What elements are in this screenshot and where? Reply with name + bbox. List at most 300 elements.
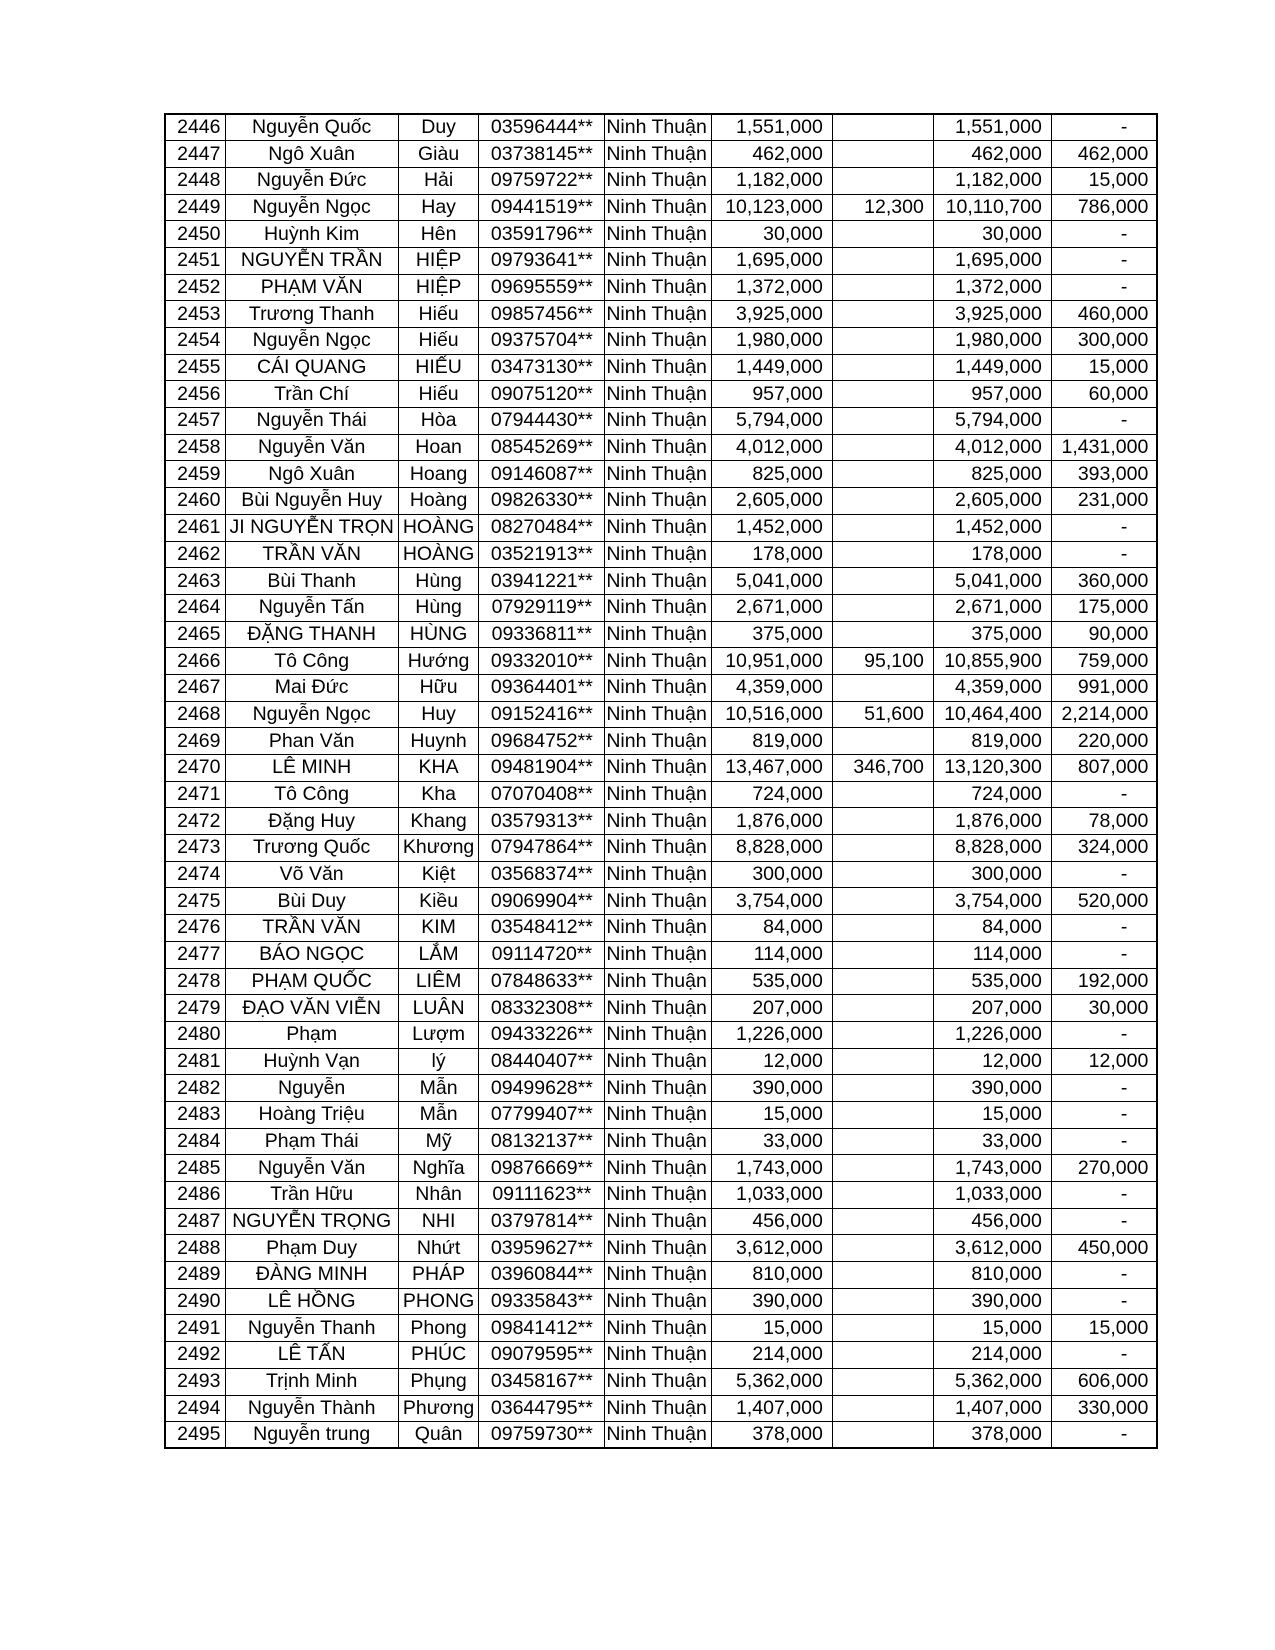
province-cell: Ninh Thuận	[605, 1048, 711, 1075]
amount-cell: 1,226,000	[711, 1021, 832, 1048]
deduction-cell	[832, 114, 933, 141]
row-number-cell: 2449	[165, 194, 225, 221]
amount-cell: 1,551,000	[711, 114, 832, 141]
surname-cell: Nguyễn Quốc	[225, 114, 398, 141]
surname-cell: Huỳnh Vạn	[225, 1048, 398, 1075]
paid-amount-cell: -	[1051, 514, 1157, 541]
phone-cell: 09152416**	[479, 701, 605, 728]
paid-amount-cell: -	[1051, 781, 1157, 808]
given-name-cell: HIẾU	[398, 354, 479, 381]
phone-cell: 03473130**	[479, 354, 605, 381]
amount-cell: 10,951,000	[711, 648, 832, 675]
phone-cell: 09481904**	[479, 755, 605, 782]
deduction-cell	[832, 514, 933, 541]
province-cell: Ninh Thuận	[605, 568, 711, 595]
surname-cell: NGUYỄN TRỌNG	[225, 1208, 398, 1235]
given-name-cell: Hiếu	[398, 328, 479, 355]
given-name-cell: Khang	[398, 808, 479, 835]
given-name-cell: Kiều	[398, 888, 479, 915]
amount-cell: 1,743,000	[711, 1155, 832, 1182]
given-name-cell: HOÀNG	[398, 514, 479, 541]
net-amount-cell: 3,612,000	[933, 1235, 1051, 1262]
phone-cell: 09826330**	[479, 488, 605, 515]
table-row	[165, 968, 1157, 995]
amount-cell: 1,407,000	[711, 1395, 832, 1422]
table-row	[165, 941, 1157, 968]
table-row	[165, 1075, 1157, 1102]
net-amount-cell: 10,464,400	[933, 701, 1051, 728]
amount-cell: 1,372,000	[711, 274, 832, 301]
net-amount-cell: 825,000	[933, 461, 1051, 488]
province-cell: Ninh Thuận	[605, 941, 711, 968]
table-row	[165, 808, 1157, 835]
amount-cell: 214,000	[711, 1342, 832, 1369]
amount-cell: 30,000	[711, 221, 832, 248]
row-number-cell: 2495	[165, 1422, 225, 1449]
surname-cell: Nguyễn Thái	[225, 408, 398, 435]
table-row	[165, 1288, 1157, 1315]
deduction-cell: 12,300	[832, 194, 933, 221]
surname-cell: Tô Công	[225, 781, 398, 808]
row-number-cell: 2455	[165, 354, 225, 381]
province-cell: Ninh Thuận	[605, 461, 711, 488]
given-name-cell: Giàu	[398, 141, 479, 168]
phone-cell: 09441519**	[479, 194, 605, 221]
amount-cell: 1,182,000	[711, 167, 832, 194]
surname-cell: Phạm Thái	[225, 1128, 398, 1155]
surname-cell: Nguyễn Văn	[225, 434, 398, 461]
paid-amount-cell: 15,000	[1051, 1315, 1157, 1342]
table-row	[165, 354, 1157, 381]
deduction-cell	[832, 1235, 933, 1262]
paid-amount-cell: 460,000	[1051, 301, 1157, 328]
deduction-cell	[832, 808, 933, 835]
table-row	[165, 1422, 1157, 1449]
row-number-cell: 2473	[165, 835, 225, 862]
surname-cell: Nguyễn trung	[225, 1422, 398, 1449]
phone-cell: 08270484**	[479, 514, 605, 541]
given-name-cell: PHONG	[398, 1288, 479, 1315]
phone-cell: 08332308**	[479, 995, 605, 1022]
deduction-cell	[832, 1155, 933, 1182]
table-row	[165, 594, 1157, 621]
surname-cell: Nguyễn Ngọc	[225, 194, 398, 221]
surname-cell: Bùi Duy	[225, 888, 398, 915]
given-name-cell: Mẫn	[398, 1075, 479, 1102]
net-amount-cell: 300,000	[933, 861, 1051, 888]
given-name-cell: LIÊM	[398, 968, 479, 995]
deduction-cell: 346,700	[832, 755, 933, 782]
given-name-cell: Quân	[398, 1422, 479, 1449]
surname-cell: Hoàng Triệu	[225, 1101, 398, 1128]
given-name-cell: Kiệt	[398, 861, 479, 888]
deduction-cell	[832, 1395, 933, 1422]
phone-cell: 03960844**	[479, 1262, 605, 1289]
paid-amount-cell: 807,000	[1051, 755, 1157, 782]
province-cell: Ninh Thuận	[605, 1155, 711, 1182]
province-cell: Ninh Thuận	[605, 1422, 711, 1449]
deduction-cell: 95,100	[832, 648, 933, 675]
table-row	[165, 1315, 1157, 1342]
deduction-cell	[832, 1262, 933, 1289]
net-amount-cell: 957,000	[933, 381, 1051, 408]
table-row	[165, 141, 1157, 168]
net-amount-cell: 3,925,000	[933, 301, 1051, 328]
net-amount-cell: 1,743,000	[933, 1155, 1051, 1182]
surname-cell: ĐẠO VĂN VIỄN	[225, 995, 398, 1022]
row-number-cell: 2490	[165, 1288, 225, 1315]
net-amount-cell: 10,855,900	[933, 648, 1051, 675]
phone-cell: 08132137**	[479, 1128, 605, 1155]
phone-cell: 08440407**	[479, 1048, 605, 1075]
amount-cell: 1,452,000	[711, 514, 832, 541]
deduction-cell	[832, 541, 933, 568]
deduction-cell	[832, 274, 933, 301]
province-cell: Ninh Thuận	[605, 541, 711, 568]
surname-cell: TRẦN VĂN	[225, 915, 398, 942]
row-number-cell: 2465	[165, 621, 225, 648]
amount-cell: 1,876,000	[711, 808, 832, 835]
phone-cell: 09433226**	[479, 1021, 605, 1048]
deduction-cell	[832, 968, 933, 995]
net-amount-cell: 1,182,000	[933, 167, 1051, 194]
phone-cell: 09759730**	[479, 1422, 605, 1449]
surname-cell: Võ Văn	[225, 861, 398, 888]
net-amount-cell: 810,000	[933, 1262, 1051, 1289]
row-number-cell: 2488	[165, 1235, 225, 1262]
surname-cell: Nguyễn Tấn	[225, 594, 398, 621]
amount-cell: 4,359,000	[711, 674, 832, 701]
phone-cell: 09111623**	[479, 1182, 605, 1209]
paid-amount-cell: -	[1051, 1101, 1157, 1128]
net-amount-cell: 3,754,000	[933, 888, 1051, 915]
paid-amount-cell: 175,000	[1051, 594, 1157, 621]
paid-amount-cell: 324,000	[1051, 835, 1157, 862]
table-row	[165, 381, 1157, 408]
net-amount-cell: 5,794,000	[933, 408, 1051, 435]
province-cell: Ninh Thuận	[605, 1128, 711, 1155]
province-cell: Ninh Thuận	[605, 1395, 711, 1422]
phone-cell: 09876669**	[479, 1155, 605, 1182]
province-cell: Ninh Thuận	[605, 434, 711, 461]
paid-amount-cell: 270,000	[1051, 1155, 1157, 1182]
deduction-cell	[832, 835, 933, 862]
given-name-cell: Hoan	[398, 434, 479, 461]
province-cell: Ninh Thuận	[605, 1315, 711, 1342]
phone-cell: 03458167**	[479, 1368, 605, 1395]
table-row	[165, 221, 1157, 248]
surname-cell: Bùi Thanh	[225, 568, 398, 595]
given-name-cell: Hùng	[398, 568, 479, 595]
row-number-cell: 2475	[165, 888, 225, 915]
amount-cell: 810,000	[711, 1262, 832, 1289]
net-amount-cell: 1,551,000	[933, 114, 1051, 141]
given-name-cell: Nhân	[398, 1182, 479, 1209]
row-number-cell: 2480	[165, 1021, 225, 1048]
row-number-cell: 2454	[165, 328, 225, 355]
province-cell: Ninh Thuận	[605, 141, 711, 168]
paid-amount-cell: -	[1051, 1262, 1157, 1289]
given-name-cell: HÙNG	[398, 621, 479, 648]
table-row	[165, 434, 1157, 461]
paid-amount-cell: 60,000	[1051, 381, 1157, 408]
phone-cell: 03941221**	[479, 568, 605, 595]
phone-cell: 03521913**	[479, 541, 605, 568]
surname-cell: Nguyễn Đức	[225, 167, 398, 194]
province-cell: Ninh Thuận	[605, 1288, 711, 1315]
province-cell: Ninh Thuận	[605, 648, 711, 675]
amount-cell: 3,612,000	[711, 1235, 832, 1262]
table-row	[165, 568, 1157, 595]
table-row	[165, 835, 1157, 862]
surname-cell: Bùi Nguyễn Huy	[225, 488, 398, 515]
amount-cell: 957,000	[711, 381, 832, 408]
given-name-cell: Hay	[398, 194, 479, 221]
net-amount-cell: 207,000	[933, 995, 1051, 1022]
phone-cell: 07929119**	[479, 594, 605, 621]
given-name-cell: Nghĩa	[398, 1155, 479, 1182]
surname-cell: Ngô Xuân	[225, 461, 398, 488]
net-amount-cell: 178,000	[933, 541, 1051, 568]
surname-cell: TRẦN VĂN	[225, 541, 398, 568]
phone-cell: 03797814**	[479, 1208, 605, 1235]
paid-amount-cell: 393,000	[1051, 461, 1157, 488]
deduction-cell	[832, 167, 933, 194]
amount-cell: 4,012,000	[711, 434, 832, 461]
given-name-cell: Hên	[398, 221, 479, 248]
table-row	[165, 514, 1157, 541]
net-amount-cell: 724,000	[933, 781, 1051, 808]
deduction-cell	[832, 888, 933, 915]
phone-cell: 09332010**	[479, 648, 605, 675]
phone-cell: 09075120**	[479, 381, 605, 408]
province-cell: Ninh Thuận	[605, 167, 711, 194]
given-name-cell: Phụng	[398, 1368, 479, 1395]
phone-cell: 09857456**	[479, 301, 605, 328]
row-number-cell: 2448	[165, 167, 225, 194]
amount-cell: 1,033,000	[711, 1182, 832, 1209]
net-amount-cell: 1,372,000	[933, 274, 1051, 301]
payment-table	[164, 113, 1158, 1449]
row-number-cell: 2478	[165, 968, 225, 995]
table-row	[165, 194, 1157, 221]
surname-cell: Nguyễn Ngọc	[225, 701, 398, 728]
net-amount-cell: 1,407,000	[933, 1395, 1051, 1422]
province-cell: Ninh Thuận	[605, 835, 711, 862]
phone-cell: 09146087**	[479, 461, 605, 488]
paid-amount-cell: 1,431,000	[1051, 434, 1157, 461]
deduction-cell	[832, 1182, 933, 1209]
deduction-cell	[832, 1368, 933, 1395]
paid-amount-cell: -	[1051, 247, 1157, 274]
row-number-cell: 2461	[165, 514, 225, 541]
province-cell: Ninh Thuận	[605, 1075, 711, 1102]
surname-cell: Phạm Duy	[225, 1235, 398, 1262]
net-amount-cell: 30,000	[933, 221, 1051, 248]
net-amount-cell: 1,226,000	[933, 1021, 1051, 1048]
row-number-cell: 2492	[165, 1342, 225, 1369]
paid-amount-cell: 78,000	[1051, 808, 1157, 835]
province-cell: Ninh Thuận	[605, 701, 711, 728]
phone-cell: 03579313**	[479, 808, 605, 835]
paid-amount-cell: 360,000	[1051, 568, 1157, 595]
net-amount-cell: 819,000	[933, 728, 1051, 755]
row-number-cell: 2491	[165, 1315, 225, 1342]
row-number-cell: 2486	[165, 1182, 225, 1209]
deduction-cell	[832, 1048, 933, 1075]
deduction-cell	[832, 247, 933, 274]
table-row	[165, 1262, 1157, 1289]
amount-cell: 819,000	[711, 728, 832, 755]
row-number-cell: 2485	[165, 1155, 225, 1182]
amount-cell: 1,980,000	[711, 328, 832, 355]
given-name-cell: Hoang	[398, 461, 479, 488]
table-row	[165, 1101, 1157, 1128]
deduction-cell	[832, 621, 933, 648]
given-name-cell: Nhứt	[398, 1235, 479, 1262]
province-cell: Ninh Thuận	[605, 1262, 711, 1289]
surname-cell: Ngô Xuân	[225, 141, 398, 168]
given-name-cell: Hướng	[398, 648, 479, 675]
amount-cell: 178,000	[711, 541, 832, 568]
net-amount-cell: 1,452,000	[933, 514, 1051, 541]
given-name-cell: Phong	[398, 1315, 479, 1342]
row-number-cell: 2450	[165, 221, 225, 248]
table-row	[165, 247, 1157, 274]
phone-cell: 09759722**	[479, 167, 605, 194]
phone-cell: 07944430**	[479, 408, 605, 435]
net-amount-cell: 4,359,000	[933, 674, 1051, 701]
given-name-cell: LẮM	[398, 941, 479, 968]
table-row	[165, 114, 1157, 141]
amount-cell: 724,000	[711, 781, 832, 808]
phone-cell: 03568374**	[479, 861, 605, 888]
given-name-cell: Hữu	[398, 674, 479, 701]
row-number-cell: 2453	[165, 301, 225, 328]
given-name-cell: Huynh	[398, 728, 479, 755]
phone-cell: 09695559**	[479, 274, 605, 301]
paid-amount-cell: -	[1051, 1021, 1157, 1048]
amount-cell: 12,000	[711, 1048, 832, 1075]
deduction-cell	[832, 1101, 933, 1128]
table-row	[165, 488, 1157, 515]
net-amount-cell: 390,000	[933, 1075, 1051, 1102]
surname-cell: Phan Văn	[225, 728, 398, 755]
given-name-cell: HIỆP	[398, 247, 479, 274]
table-row	[165, 888, 1157, 915]
surname-cell: Tô Công	[225, 648, 398, 675]
deduction-cell	[832, 434, 933, 461]
paid-amount-cell: 300,000	[1051, 328, 1157, 355]
amount-cell: 375,000	[711, 621, 832, 648]
table-row	[165, 728, 1157, 755]
amount-cell: 2,671,000	[711, 594, 832, 621]
province-cell: Ninh Thuận	[605, 781, 711, 808]
province-cell: Ninh Thuận	[605, 1235, 711, 1262]
row-number-cell: 2483	[165, 1101, 225, 1128]
deduction-cell	[832, 1021, 933, 1048]
paid-amount-cell: 30,000	[1051, 995, 1157, 1022]
deduction-cell	[832, 354, 933, 381]
province-cell: Ninh Thuận	[605, 968, 711, 995]
amount-cell: 5,041,000	[711, 568, 832, 595]
paid-amount-cell: -	[1051, 1075, 1157, 1102]
province-cell: Ninh Thuận	[605, 408, 711, 435]
surname-cell: PHẠM VĂN	[225, 274, 398, 301]
table-row	[165, 1021, 1157, 1048]
row-number-cell: 2458	[165, 434, 225, 461]
province-cell: Ninh Thuận	[605, 247, 711, 274]
amount-cell: 84,000	[711, 915, 832, 942]
phone-cell: 09069904**	[479, 888, 605, 915]
table-row	[165, 461, 1157, 488]
net-amount-cell: 114,000	[933, 941, 1051, 968]
paid-amount-cell: -	[1051, 915, 1157, 942]
phone-cell: 09114720**	[479, 941, 605, 968]
phone-cell: 09336811**	[479, 621, 605, 648]
phone-cell: 09684752**	[479, 728, 605, 755]
net-amount-cell: 13,120,300	[933, 755, 1051, 782]
deduction-cell	[832, 221, 933, 248]
net-amount-cell: 1,980,000	[933, 328, 1051, 355]
paid-amount-cell: -	[1051, 1208, 1157, 1235]
paid-amount-cell: -	[1051, 408, 1157, 435]
row-number-cell: 2474	[165, 861, 225, 888]
table-row	[165, 1368, 1157, 1395]
phone-cell: 03591796**	[479, 221, 605, 248]
province-cell: Ninh Thuận	[605, 915, 711, 942]
table-row	[165, 1155, 1157, 1182]
amount-cell: 114,000	[711, 941, 832, 968]
phone-cell: 03738145**	[479, 141, 605, 168]
row-number-cell: 2464	[165, 594, 225, 621]
province-cell: Ninh Thuận	[605, 861, 711, 888]
paid-amount-cell: 606,000	[1051, 1368, 1157, 1395]
surname-cell: PHẠM QUỐC	[225, 968, 398, 995]
given-name-cell: Phương	[398, 1395, 479, 1422]
paid-amount-cell: -	[1051, 1288, 1157, 1315]
amount-cell: 5,794,000	[711, 408, 832, 435]
province-cell: Ninh Thuận	[605, 194, 711, 221]
given-name-cell: LUÂN	[398, 995, 479, 1022]
surname-cell: ĐÀNG MINH	[225, 1262, 398, 1289]
surname-cell: CÁI QUANG	[225, 354, 398, 381]
province-cell: Ninh Thuận	[605, 1101, 711, 1128]
amount-cell: 456,000	[711, 1208, 832, 1235]
amount-cell: 378,000	[711, 1422, 832, 1449]
paid-amount-cell: 220,000	[1051, 728, 1157, 755]
table-row	[165, 648, 1157, 675]
given-name-cell: HIỆP	[398, 274, 479, 301]
paid-amount-cell: 15,000	[1051, 354, 1157, 381]
table-body	[165, 114, 1157, 1448]
surname-cell: BÁO NGỌC	[225, 941, 398, 968]
deduction-cell	[832, 141, 933, 168]
given-name-cell: NHI	[398, 1208, 479, 1235]
amount-cell: 5,362,000	[711, 1368, 832, 1395]
province-cell: Ninh Thuận	[605, 808, 711, 835]
phone-cell: 07947864**	[479, 835, 605, 862]
surname-cell: Nguyễn Thành	[225, 1395, 398, 1422]
paid-amount-cell: -	[1051, 1422, 1157, 1449]
deduction-cell	[832, 1128, 933, 1155]
amount-cell: 1,695,000	[711, 247, 832, 274]
row-number-cell: 2476	[165, 915, 225, 942]
phone-cell: 07848633**	[479, 968, 605, 995]
deduction-cell	[832, 1315, 933, 1342]
given-name-cell: Duy	[398, 114, 479, 141]
deduction-cell	[832, 995, 933, 1022]
